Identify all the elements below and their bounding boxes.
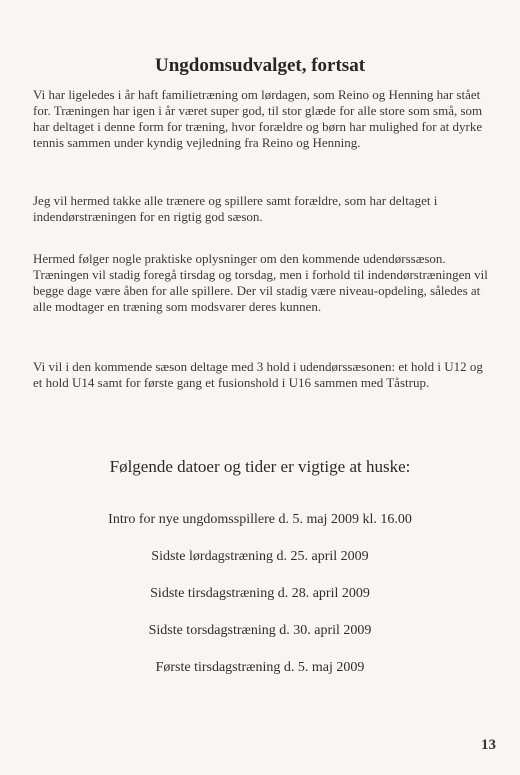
date-item: Sidste torsdagstræning d. 30. april 2009 <box>148 623 372 638</box>
date-item: Sidste lørdagstræning d. 25. april 2009 <box>151 549 369 564</box>
date-item: Første tirsdagstræning d. 5. maj 2009 <box>155 660 365 675</box>
dates-heading: Følgende datoer og tider er vigtige at huske: <box>109 457 411 476</box>
paragraph-teams: Vi vil i den kommende sæson deltage med 3 hold i udendørssæsonen: et hold i U12 og et hold U14 samt for første gang et fusionshold i U16 sammen med Tåstrup. <box>33 359 483 390</box>
date-item: Sidste tirsdagstræning d. 28. april 2009 <box>150 586 370 601</box>
page-number: 13 <box>481 737 496 753</box>
paragraph-family-training: Vi har ligeledes i år haft familietræning om lørdagen, som Reino og Henning har stået for. Træningen har igen i år været super god, til stor glæde for alle store som små, som har deltaget i denne form for træning, hvor forældre og børn har mulighed for at dyrke tennis sammen under kyndig vejledning fra Reino og Henning. <box>33 87 483 150</box>
page-title: Ungdomsudvalget, fortsat <box>154 55 366 76</box>
paragraph-thanks: Jeg vil hermed takke alle trænere og spillere samt forældre, som har deltaget i indendørstræningen for en rigtig god sæson. <box>33 193 438 224</box>
paragraph-practical-info: Hermed følger nogle praktiske oplysninger om den kommende udendørssæson. Træningen vil stadig foregå tirsdag og torsdag, men i forhold til indendørstræningen vil begge dage være åben for alle spillere. Der vil stadig være niveau-opdeling, således at alle modtager en træning som modsvarer deres kunnen. <box>33 251 488 314</box>
dates-list <box>0 510 520 695</box>
date-item: Intro for nye ungdomsspillere d. 5. maj 2009 kl. 16.00 <box>108 512 412 527</box>
